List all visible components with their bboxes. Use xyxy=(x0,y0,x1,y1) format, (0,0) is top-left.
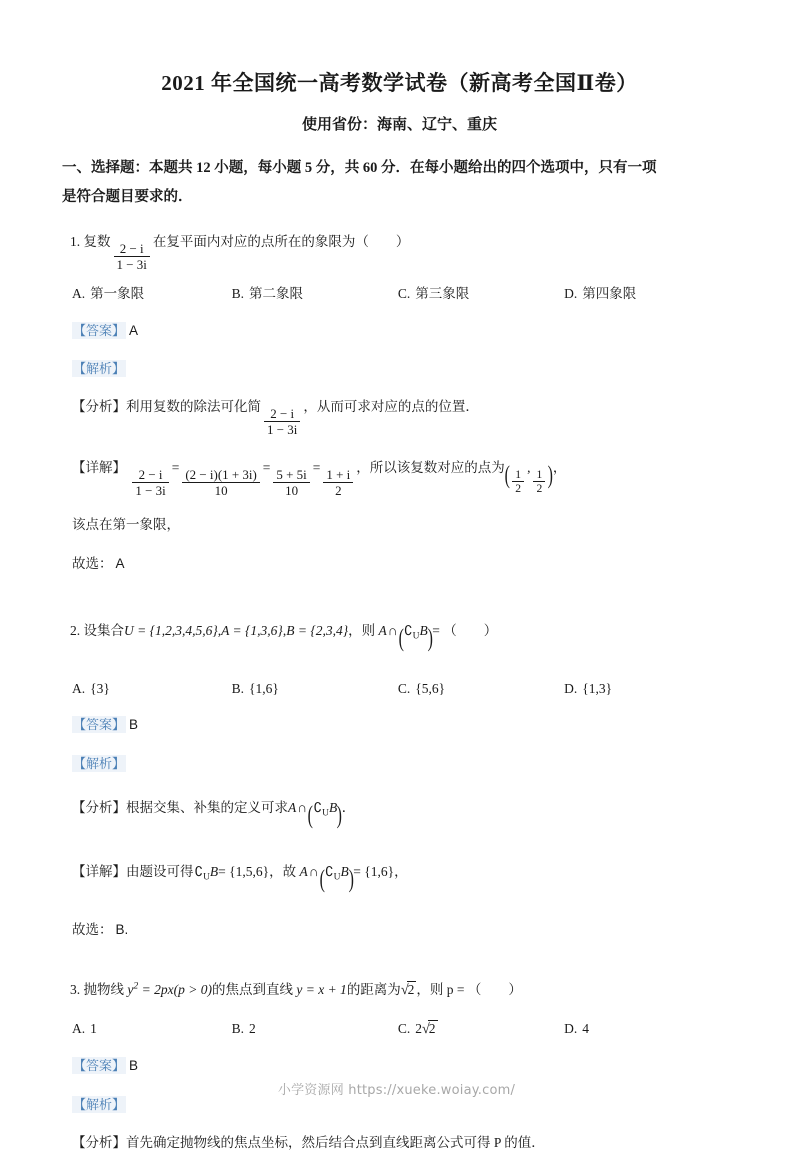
question-2-choose-value: B. xyxy=(115,921,129,937)
section-heading-line-1: 一、选择题：本题共 12 小题，每小题 5 分，共 60 分．在每小题给出的四个选项中，只有一项 xyxy=(62,160,657,176)
question-3-option-b[interactable] xyxy=(232,1017,398,1043)
q1-d1-num: 2 − i xyxy=(132,467,168,483)
question-1-option-a-text: 第一象限 xyxy=(90,286,145,302)
question-3-option-a-label: A. xyxy=(72,1020,86,1036)
question-2-set-a: A = {1,3,6} xyxy=(221,623,283,639)
question-3-analysis-text: 首先确定抛物线的焦点坐标，然后结合点到直线距离公式可得 P 的值． xyxy=(126,1135,545,1150)
question-1-analysis-line xyxy=(62,393,737,437)
question-3-option-d-text: 4 xyxy=(582,1020,589,1036)
detail-tag: 【详解】 xyxy=(72,459,126,475)
question-1-analysis-prefix: 利用复数的除法可化简 xyxy=(126,399,261,415)
q1-d4-den: 2 xyxy=(335,482,342,498)
question-1-stem xyxy=(62,226,737,272)
question-1-analysis-suffix: ，从而可求对应的点的位置． xyxy=(303,399,479,415)
answer-tag: 【答案】 xyxy=(73,717,126,733)
question-1-explanation-line xyxy=(62,355,737,383)
question-3-option-c-value: 2√2 xyxy=(415,1020,436,1037)
question-1-point-y xyxy=(533,468,545,496)
q1-py-den: 2 xyxy=(536,482,543,496)
question-1-option-c[interactable] xyxy=(398,282,564,306)
question-3-parabola-equation: $y^2 = 2px(p > 0)$ xyxy=(127,980,212,998)
question-2-option-c-label: C. xyxy=(397,681,411,697)
question-3-analysis-line xyxy=(62,1129,737,1157)
q1-d3-num: 5 + 5i xyxy=(273,467,309,483)
footer-site-name: 小学资源网 xyxy=(277,1083,344,1098)
section-heading-line-2: 是符合题目要求的． xyxy=(62,189,193,205)
question-2-analysis-prefix: 根据交集、补集的定义可求 xyxy=(126,800,288,816)
question-1-analysis-fraction-denominator: 1 − 3i xyxy=(267,422,298,438)
question-2-set-b: B = {2,3,4} xyxy=(286,623,349,639)
question-2-option-a-label: A. xyxy=(72,681,86,697)
question-2-stem: 2. 设集合U = {1,2,3,4,5,6},A = {1,3,6},B = {2,3,4}，则 $A\cap(∁_UB)=$ （ ） xyxy=(62,608,737,667)
question-1-option-b-label: B. xyxy=(231,286,244,302)
question-1-detail-tail: ，所以该复数对应的点为 xyxy=(356,459,505,475)
question-1-option-d-label: D. xyxy=(564,286,578,302)
question-2-option-b[interactable] xyxy=(232,677,398,701)
question-1-detail-line: 【详解】 $\frac{2 - i}{1 - 3i}$ = $\frac{(2 - i)(1 + 3i)}{10}$ = $\frac{5 + 5i}{10}$ = $\frac{1 + i}{2}$ ，所以该复数对应的点为( $\frac{1}{2}$ , $\frac{1}{2}$ )， xyxy=(62,448,737,502)
question-2-option-d-text: {1,3} xyxy=(582,681,613,697)
section-heading xyxy=(62,154,737,212)
question-2-option-a[interactable] xyxy=(72,677,232,701)
question-3-stem-suffix: ，则 p = （ ） xyxy=(416,982,522,998)
q1-d3-den: 10 xyxy=(285,482,299,498)
question-1-fraction xyxy=(114,241,150,273)
question-3-line-equation: y = x + 1 xyxy=(296,982,347,998)
question-2-number: 2. xyxy=(70,623,81,639)
question-2-option-b-text: {1,6} xyxy=(248,681,279,697)
explanation-tag: 【解析】 xyxy=(73,360,126,376)
question-2-option-c-text: {5,6} xyxy=(415,681,446,697)
question-3-sqrt-value: 2 xyxy=(407,982,415,998)
q1-d1-den: 1 − 3i xyxy=(135,482,166,498)
question-2-detail-prefix: 由题设可得 xyxy=(126,864,194,880)
question-1-fraction-denominator: 1 − 3i xyxy=(116,257,147,273)
question-2-stem-suffix: = （ ） xyxy=(432,623,498,639)
question-2-analysis-line xyxy=(62,788,737,842)
question-2-detail-line xyxy=(62,852,737,906)
analysis-tag: 【分析】 xyxy=(72,399,126,415)
point-close-paren-icon: ) xyxy=(547,459,554,489)
question-1-option-d-text: 第四象限 xyxy=(582,286,637,302)
question-1-detail-frac-2 xyxy=(182,467,259,499)
question-2-stem-prefix: 设集合 xyxy=(83,623,124,639)
question-1-stem-prefix: 复数 xyxy=(83,234,111,249)
question-1-option-d[interactable] xyxy=(564,282,737,306)
question-2-analysis-suffix: ． xyxy=(341,800,356,816)
question-1-option-a[interactable] xyxy=(72,282,232,306)
detail-tag: 【详解】 xyxy=(72,864,126,880)
question-2-complement-expr: $∁_UB$ xyxy=(194,864,219,883)
point-open-paren-icon: ( xyxy=(504,459,510,489)
answer-tag: 【答案】 xyxy=(73,322,126,338)
question-3-option-c[interactable] xyxy=(398,1017,564,1043)
question-3-option-b-label: B. xyxy=(231,1020,244,1036)
question-2-option-b-label: B. xyxy=(231,681,244,697)
question-1-choose-line xyxy=(62,550,737,578)
question-3-option-a-text: 1 xyxy=(90,1020,97,1036)
page-subtitle: 使用省份：海南、辽宁、重庆 xyxy=(301,116,497,133)
question-1-analysis-fraction-numerator: 2 − i xyxy=(264,406,300,422)
question-2-choose-line xyxy=(62,916,737,944)
q1-d2-num: (2 − i)(1 + 3i) xyxy=(182,467,259,483)
question-2-option-d[interactable] xyxy=(564,677,737,701)
question-1-analysis-fraction xyxy=(264,406,300,438)
question-3-stem-prefix: 抛物线 xyxy=(83,982,124,998)
question-2-option-c[interactable] xyxy=(398,677,564,701)
question-1-choose-value: A xyxy=(115,555,125,571)
question-1-option-c-text: 第三象限 xyxy=(415,286,470,302)
question-1-fraction-numerator: 2 − i xyxy=(114,241,150,257)
question-2-choose-prefix: 故选： xyxy=(72,921,113,937)
question-2-answer-value: B xyxy=(129,717,139,733)
question-2-option-a-text: {3} xyxy=(90,681,110,697)
question-2-options xyxy=(62,677,737,701)
question-3-option-a[interactable] xyxy=(72,1017,232,1043)
question-2-detail-mid: = {1,5,6}，故 xyxy=(218,864,297,880)
complement-icon: $∁_U$ xyxy=(404,623,420,643)
question-3-stem xyxy=(62,974,737,1007)
question-3-option-d-label: D. xyxy=(564,1020,578,1036)
q1-d4-num: 1 + i xyxy=(323,467,353,483)
question-3-option-d[interactable] xyxy=(564,1017,737,1043)
question-1-option-c-label: C. xyxy=(397,286,411,302)
question-1-detail-comma: ， xyxy=(552,459,567,475)
question-3-option-b-text: 2 xyxy=(248,1020,256,1036)
question-1-answer-line xyxy=(62,317,737,345)
question-2-detail-expression: $A\cap(∁_UB)$ xyxy=(299,864,354,893)
question-1-conclusion: 该点在第一象限， xyxy=(72,517,180,533)
question-2 xyxy=(62,608,737,944)
analysis-tag: 【分析】 xyxy=(72,1135,126,1150)
question-1 xyxy=(62,226,737,578)
question-1-detail-frac-3 xyxy=(273,467,309,499)
explanation-tag: 【解析】 xyxy=(73,1096,126,1112)
footer-watermark xyxy=(0,1079,793,1098)
question-1-detail-frac-4 xyxy=(323,467,353,499)
question-1-option-a-label: A. xyxy=(72,286,86,302)
question-3-number: 3. xyxy=(70,982,81,998)
q1-d2-den: 10 xyxy=(214,482,228,498)
question-2-stem-mid: ，则 xyxy=(348,623,376,639)
question-1-answer-value: A xyxy=(129,322,139,338)
question-3-option-c-label: C. xyxy=(397,1020,411,1036)
question-3-stem-mid: 的焦点到直线 xyxy=(211,982,293,998)
question-2-answer-line xyxy=(62,711,737,739)
question-3-answer-line xyxy=(62,1052,737,1080)
question-1-stem-suffix: 在复平面内对应的点所在的象限为（ ） xyxy=(152,234,410,249)
question-2-set-u: U = {1,2,3,4,5,6} xyxy=(124,623,218,639)
answer-tag: 【答案】 xyxy=(73,1058,126,1074)
question-1-option-b-text: 第二象限 xyxy=(248,286,303,302)
question-1-detail-frac-1 xyxy=(132,467,168,499)
explanation-tag: 【解析】 xyxy=(73,755,126,771)
question-1-point-x xyxy=(512,468,524,496)
question-2-option-d-label: D. xyxy=(564,681,578,697)
analysis-tag: 【分析】 xyxy=(72,800,126,816)
question-3-stem-dist: 的距离为 xyxy=(346,982,401,998)
page-title: 2021 年全国统一高考数学试卷（新高考全国Ⅱ卷） xyxy=(161,71,638,95)
question-2-expression: $A\cap(∁_UB)$ xyxy=(379,623,433,638)
question-2-detail-tail: = {1,6}， xyxy=(353,864,408,880)
question-1-option-b[interactable] xyxy=(232,282,398,306)
q1-px-num: 1 xyxy=(512,468,524,483)
question-1-options xyxy=(62,282,737,306)
question-2-explanation-line xyxy=(62,750,737,778)
question-3-options xyxy=(62,1017,737,1043)
question-3-answer-value: B xyxy=(129,1058,139,1074)
question-1-choose-prefix: 故选： xyxy=(72,555,113,571)
footer-url: https://xueke.woiay.com/ xyxy=(348,1083,516,1098)
sqrt-icon: √2 xyxy=(400,982,415,999)
q1-px-den: 2 xyxy=(515,482,522,496)
q1-py-num: 1 xyxy=(533,468,545,483)
question-1-number: 1. xyxy=(70,234,81,249)
question-3 xyxy=(62,974,737,1157)
question-2-analysis-expression: $A\cap(∁_UB)$ xyxy=(288,800,343,830)
